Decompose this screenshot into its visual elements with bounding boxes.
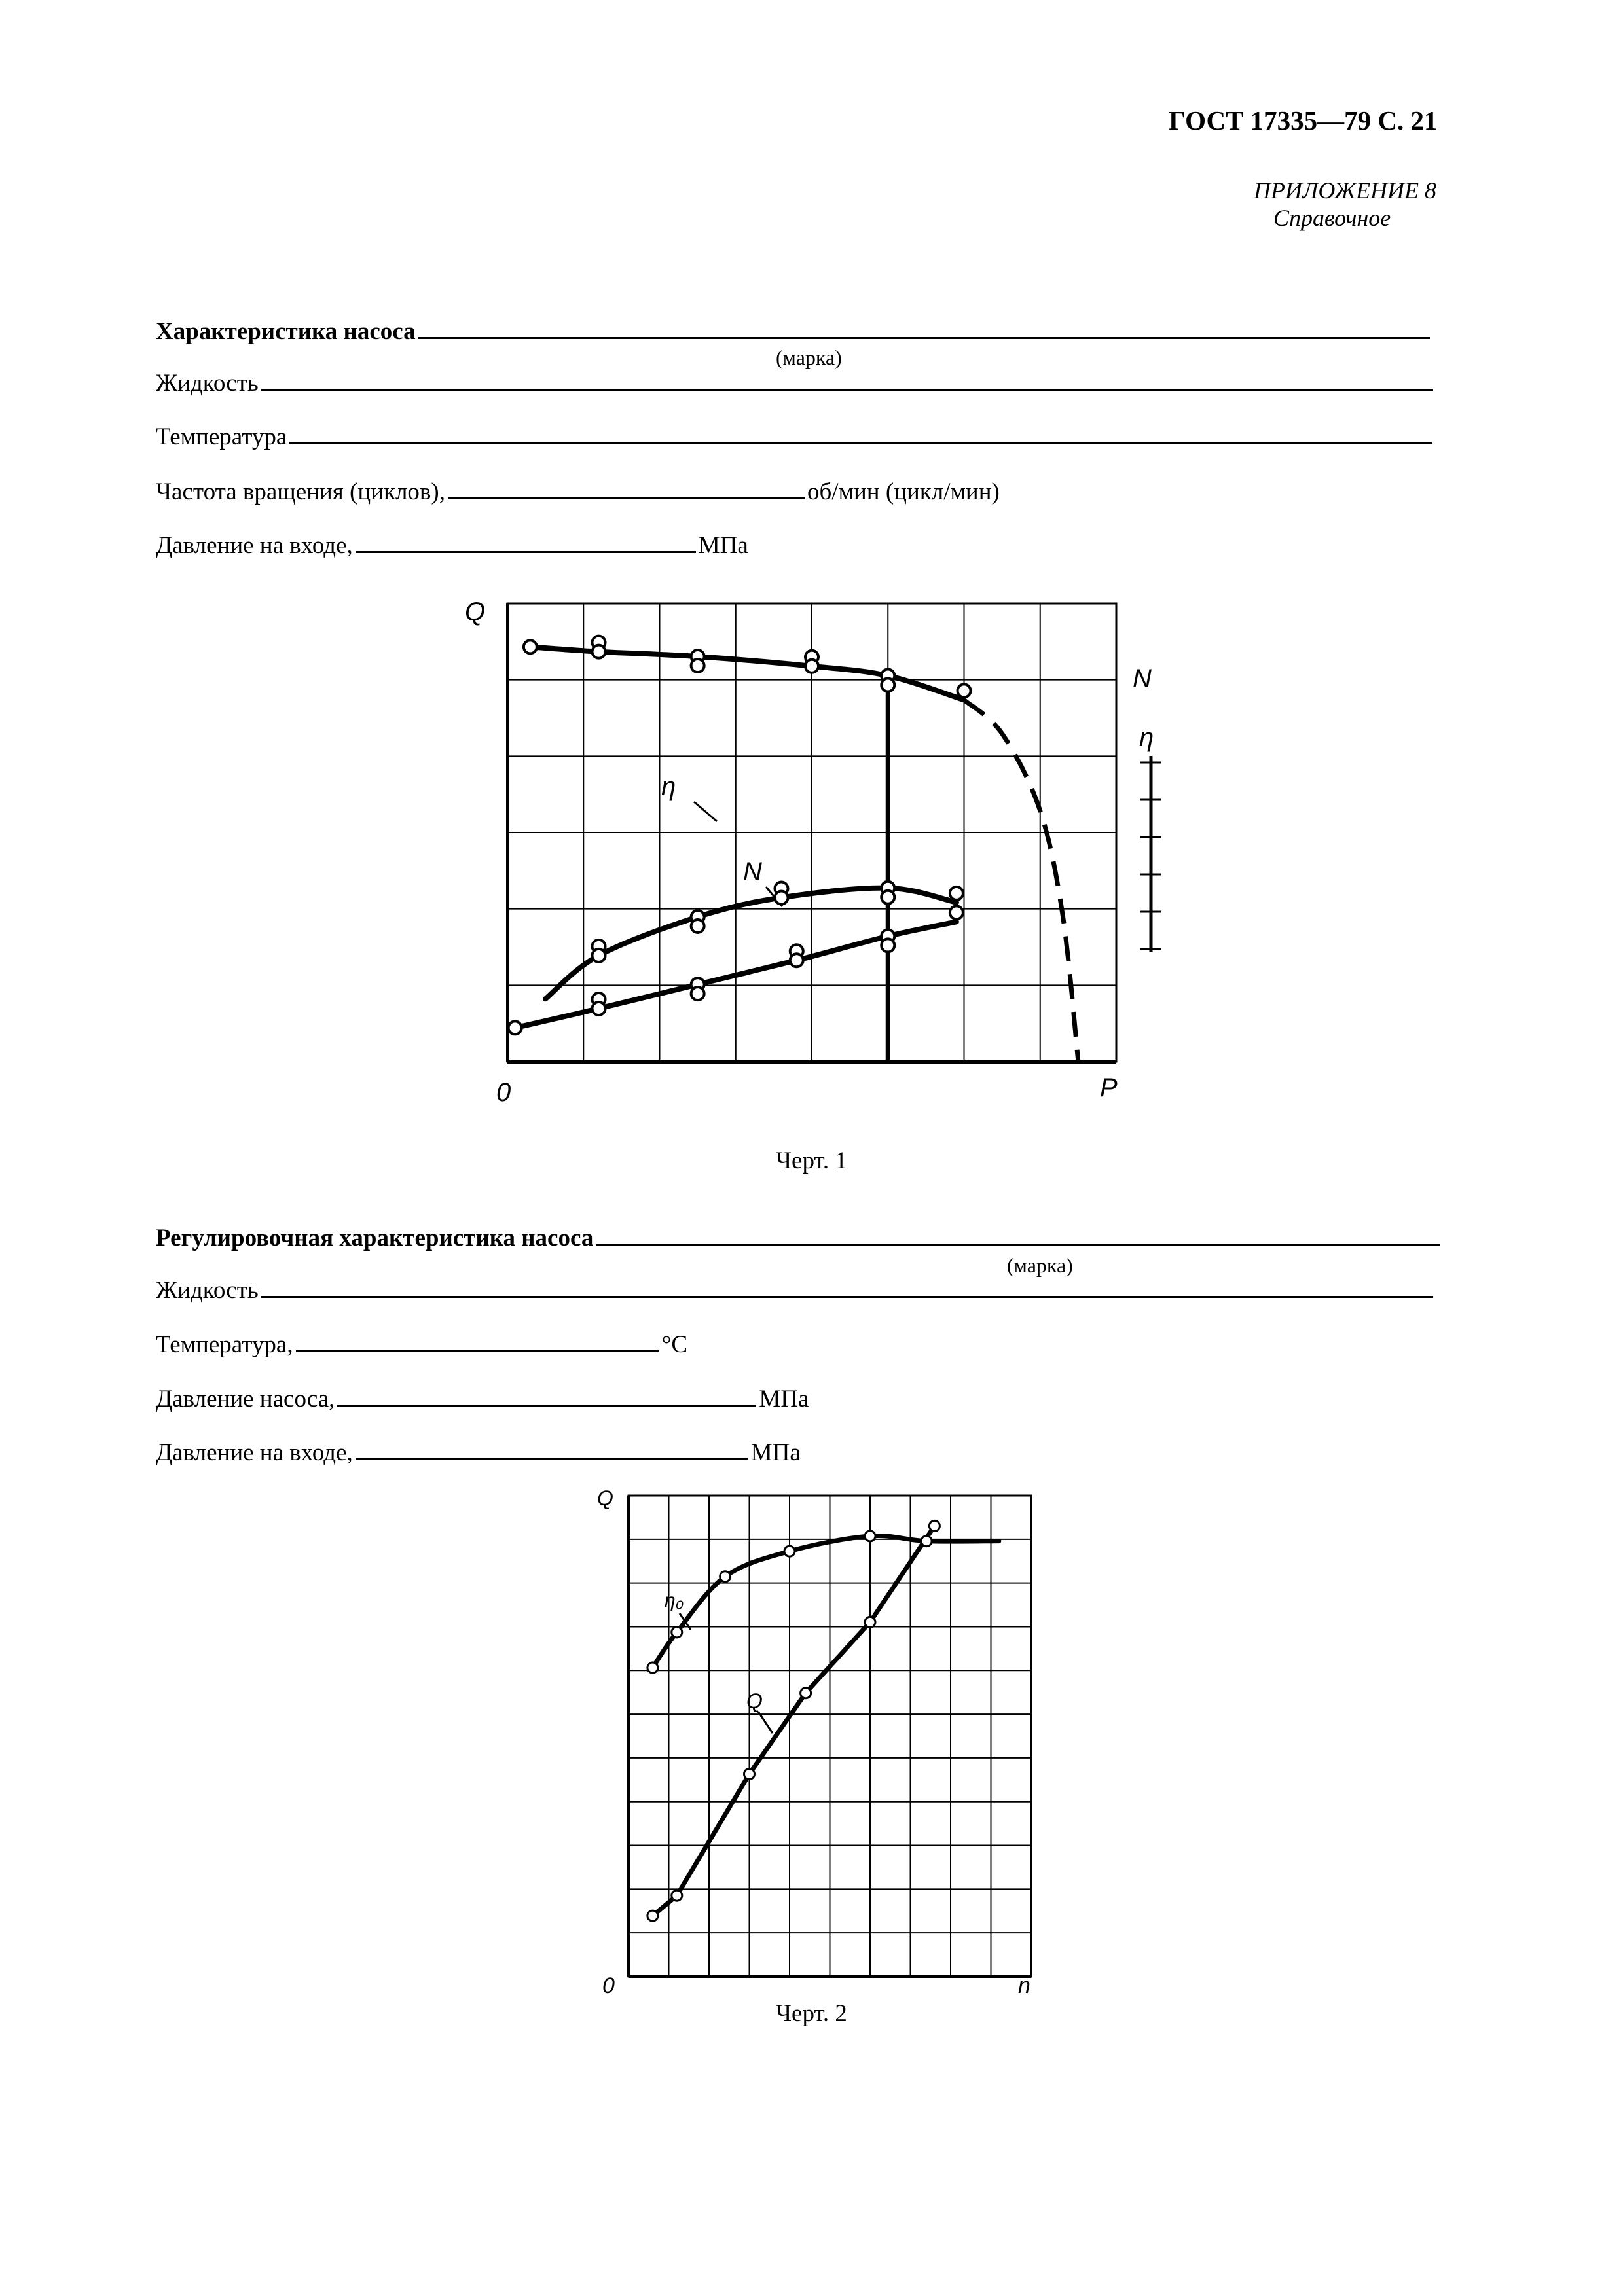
chart2-data-point xyxy=(921,1536,932,1547)
section2-inlet-unit: МПа xyxy=(750,1439,801,1466)
chart2-data-point xyxy=(672,1890,682,1901)
section2-pump-pressure-unit: МПа xyxy=(759,1386,809,1412)
section1-speed-label: Частота вращения (циклов), xyxy=(156,478,445,505)
chart2-data-point xyxy=(784,1546,795,1556)
section1-inlet-unit: МПа xyxy=(698,532,748,559)
chart2-y-axis-label: Q xyxy=(597,1486,613,1510)
chart2-data-point xyxy=(865,1617,875,1627)
chart1-right-axis-eta-label: η xyxy=(1139,723,1154,752)
chart2-curves xyxy=(653,1526,999,1916)
section1-brand-hint: (марка) xyxy=(776,346,842,369)
section1-speed-unit: об/мин (цикл/мин) xyxy=(807,478,1000,505)
chart2-data-point xyxy=(720,1571,731,1582)
section1-inlet-label: Давление на входе, xyxy=(156,532,353,559)
section1-title: Характеристика насоса xyxy=(156,318,416,345)
chart2-data-point xyxy=(801,1688,811,1698)
chart2-caption: Черт. 2 xyxy=(776,2000,847,2027)
chart2-q-curve-label: Q xyxy=(746,1689,763,1713)
section2-liquid-label: Жидкость xyxy=(156,1277,259,1304)
chart1-origin-label: 0 xyxy=(496,1078,511,1107)
section2-pump-pressure-label: Давление насоса, xyxy=(156,1386,335,1412)
chart2-data-point xyxy=(865,1531,875,1541)
chart2-data-point xyxy=(672,1627,682,1638)
chart1-x-axis-label: P xyxy=(1100,1073,1118,1102)
chart2-grid xyxy=(629,1496,1031,1977)
appendix-label: ПРИЛОЖЕНИЕ 8 xyxy=(1254,177,1436,204)
appendix-note: Справочное xyxy=(1273,205,1391,231)
document-header: ГОСТ 17335—79 С. 21 xyxy=(1169,105,1438,135)
chart2-eta0-curve-label: η₀ xyxy=(665,1590,684,1611)
chart2-q-line xyxy=(653,1526,935,1916)
section2-temperature-label: Температура, xyxy=(156,1331,293,1358)
section2-inlet-label: Давление на входе, xyxy=(156,1439,353,1466)
chart1-n-curve-label: N xyxy=(743,857,762,886)
section2-brand-hint: (марка) xyxy=(1007,1253,1073,1277)
chart1-y-axis-label: Q xyxy=(465,598,486,626)
chart2-origin-label: 0 xyxy=(602,1973,615,1998)
section2-temperature-unit: °С xyxy=(661,1331,688,1358)
chart2-x-axis-label: n xyxy=(1018,1973,1030,1998)
section1-temperature-label: Температура xyxy=(156,423,287,450)
chart2-data-point xyxy=(647,1662,658,1673)
chart2-data-point xyxy=(647,1910,658,1921)
chart1-right-axis-n-label: N xyxy=(1133,664,1152,693)
chart2-data-point xyxy=(744,1769,755,1780)
chart2-eta0-curve xyxy=(653,1535,999,1668)
chart1-caption: Черт. 1 xyxy=(776,1147,847,1174)
section1-liquid-label: Жидкость xyxy=(156,370,259,397)
chart1-eta-curve-label: η xyxy=(661,772,676,801)
chart2-data-point xyxy=(929,1520,939,1531)
section2-title: Регулировочная характеристика насоса xyxy=(156,1225,594,1251)
